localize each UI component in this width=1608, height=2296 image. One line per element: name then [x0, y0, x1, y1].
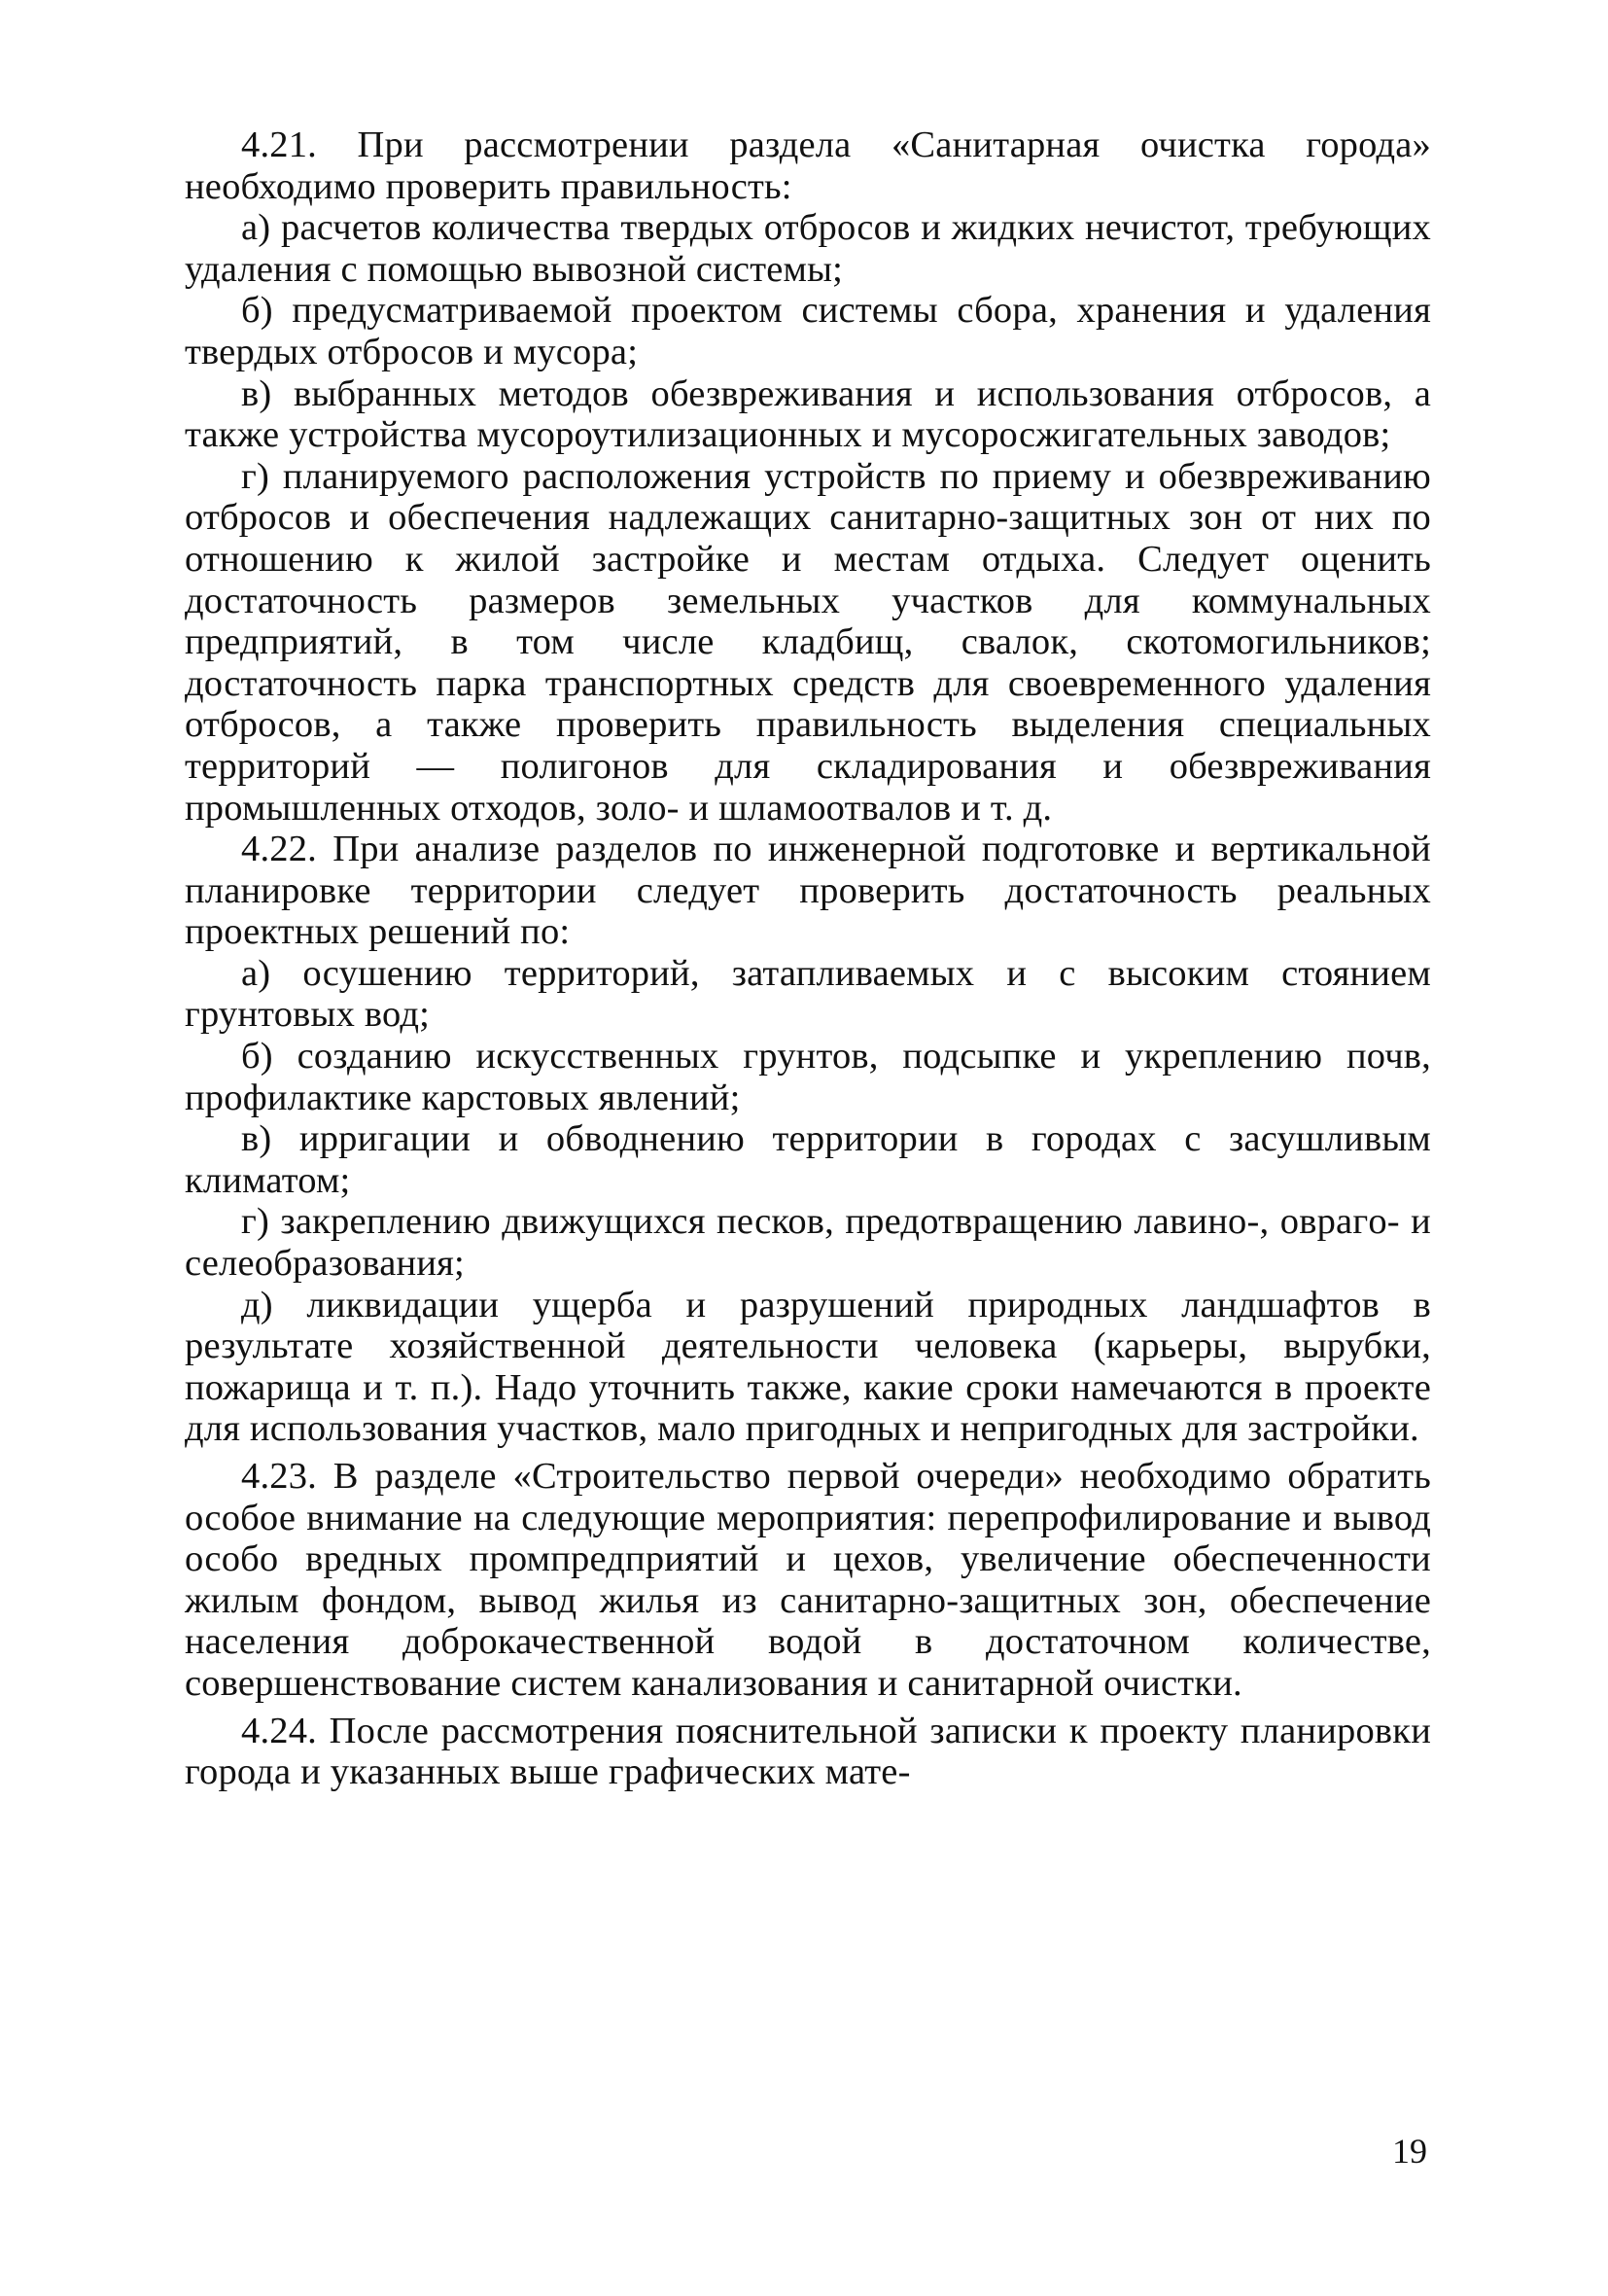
list-item-g: г) планируемого расположения устройств по приему и обезвреживанию отбросов и обеспечения надлежащих санитарно-защитных зон от них по отношению к жилой застройке и местам отдыха. Следует оценить достаточность размеров земельных участков для коммунальных предприятий, в том числе кладбищ, свалок, скотомогильников; достаточность парка транспортных средств для своевременного удаления отбросов, а также проверить правильность выделения специальных территорий — полигонов для складирования и обезвреживания промышленных отходов, золо- и шламоотвалов и т. д.	[185, 455, 1431, 829]
list-item-d: д) ликвидации ущерба и разрушений природных ландшафтов в результате хозяйственной деятельности человека (карьеры, вырубки, пожарища и т. п.). Надо уточнить также, какие сроки намечаются в проекте для использования участков, мало пригодных и непригодных для застройки.	[185, 1284, 1431, 1450]
paragraph-4-21: 4.21. При рассмотрении раздела «Санитарная очистка города» необходимо проверить правильность:	[185, 124, 1431, 207]
list-item-b: б) предусматриваемой проектом системы сбора, хранения и удаления твердых отбросов и мусора;	[185, 290, 1431, 372]
page-body	[185, 124, 1431, 1793]
list-item-v: в) ирригации и обводнению территории в городах с засушливым климатом;	[185, 1118, 1431, 1201]
paragraph-4-23: 4.23. В разделе «Строительство первой очереди» необходимо обратить особое внимание на следующие мероприятия: перепрофилирование и вывод особо вредных промпредприятий и цехов, увеличение обеспеченности жилым фондом, вывод жилья из санитарно-защитных зон, обеспечение населения доброкачественной водой в достаточном количестве, совершенствование систем канализования и санитарной очистки.	[185, 1456, 1431, 1704]
list-item-v: в) выбранных методов обезвреживания и использования отбросов, а также устройства мусороутилизационных и мусоросжигательных заводов;	[185, 372, 1431, 456]
list-item-a: а) расчетов количества твердых отбросов и жидких нечистот, требующих удаления с помощью вывозной системы;	[185, 207, 1431, 290]
list-item-g: г) закреплению движущихся песков, предотвращению лавино-, оврагo- и селеобразования;	[185, 1201, 1431, 1285]
page-number: 19	[1392, 2132, 1427, 2171]
list-item-b: б) созданию искусственных грунтов, подсыпке и укреплению почв, профилактике карстовых явлений;	[185, 1036, 1431, 1118]
list-item-a: а) осушению территорий, затапливаемых и с высоким стоянием грунтовых вод;	[185, 952, 1431, 1036]
paragraph-4-24: 4.24. После рассмотрения пояснительной записки к проекту планировки города и указанных выше графических мате-	[185, 1710, 1431, 1793]
paragraph-4-22: 4.22. При анализе разделов по инженерной подготовке и вертикальной планировке территории следует проверить достаточность реальных проектных решений по:	[185, 829, 1431, 953]
